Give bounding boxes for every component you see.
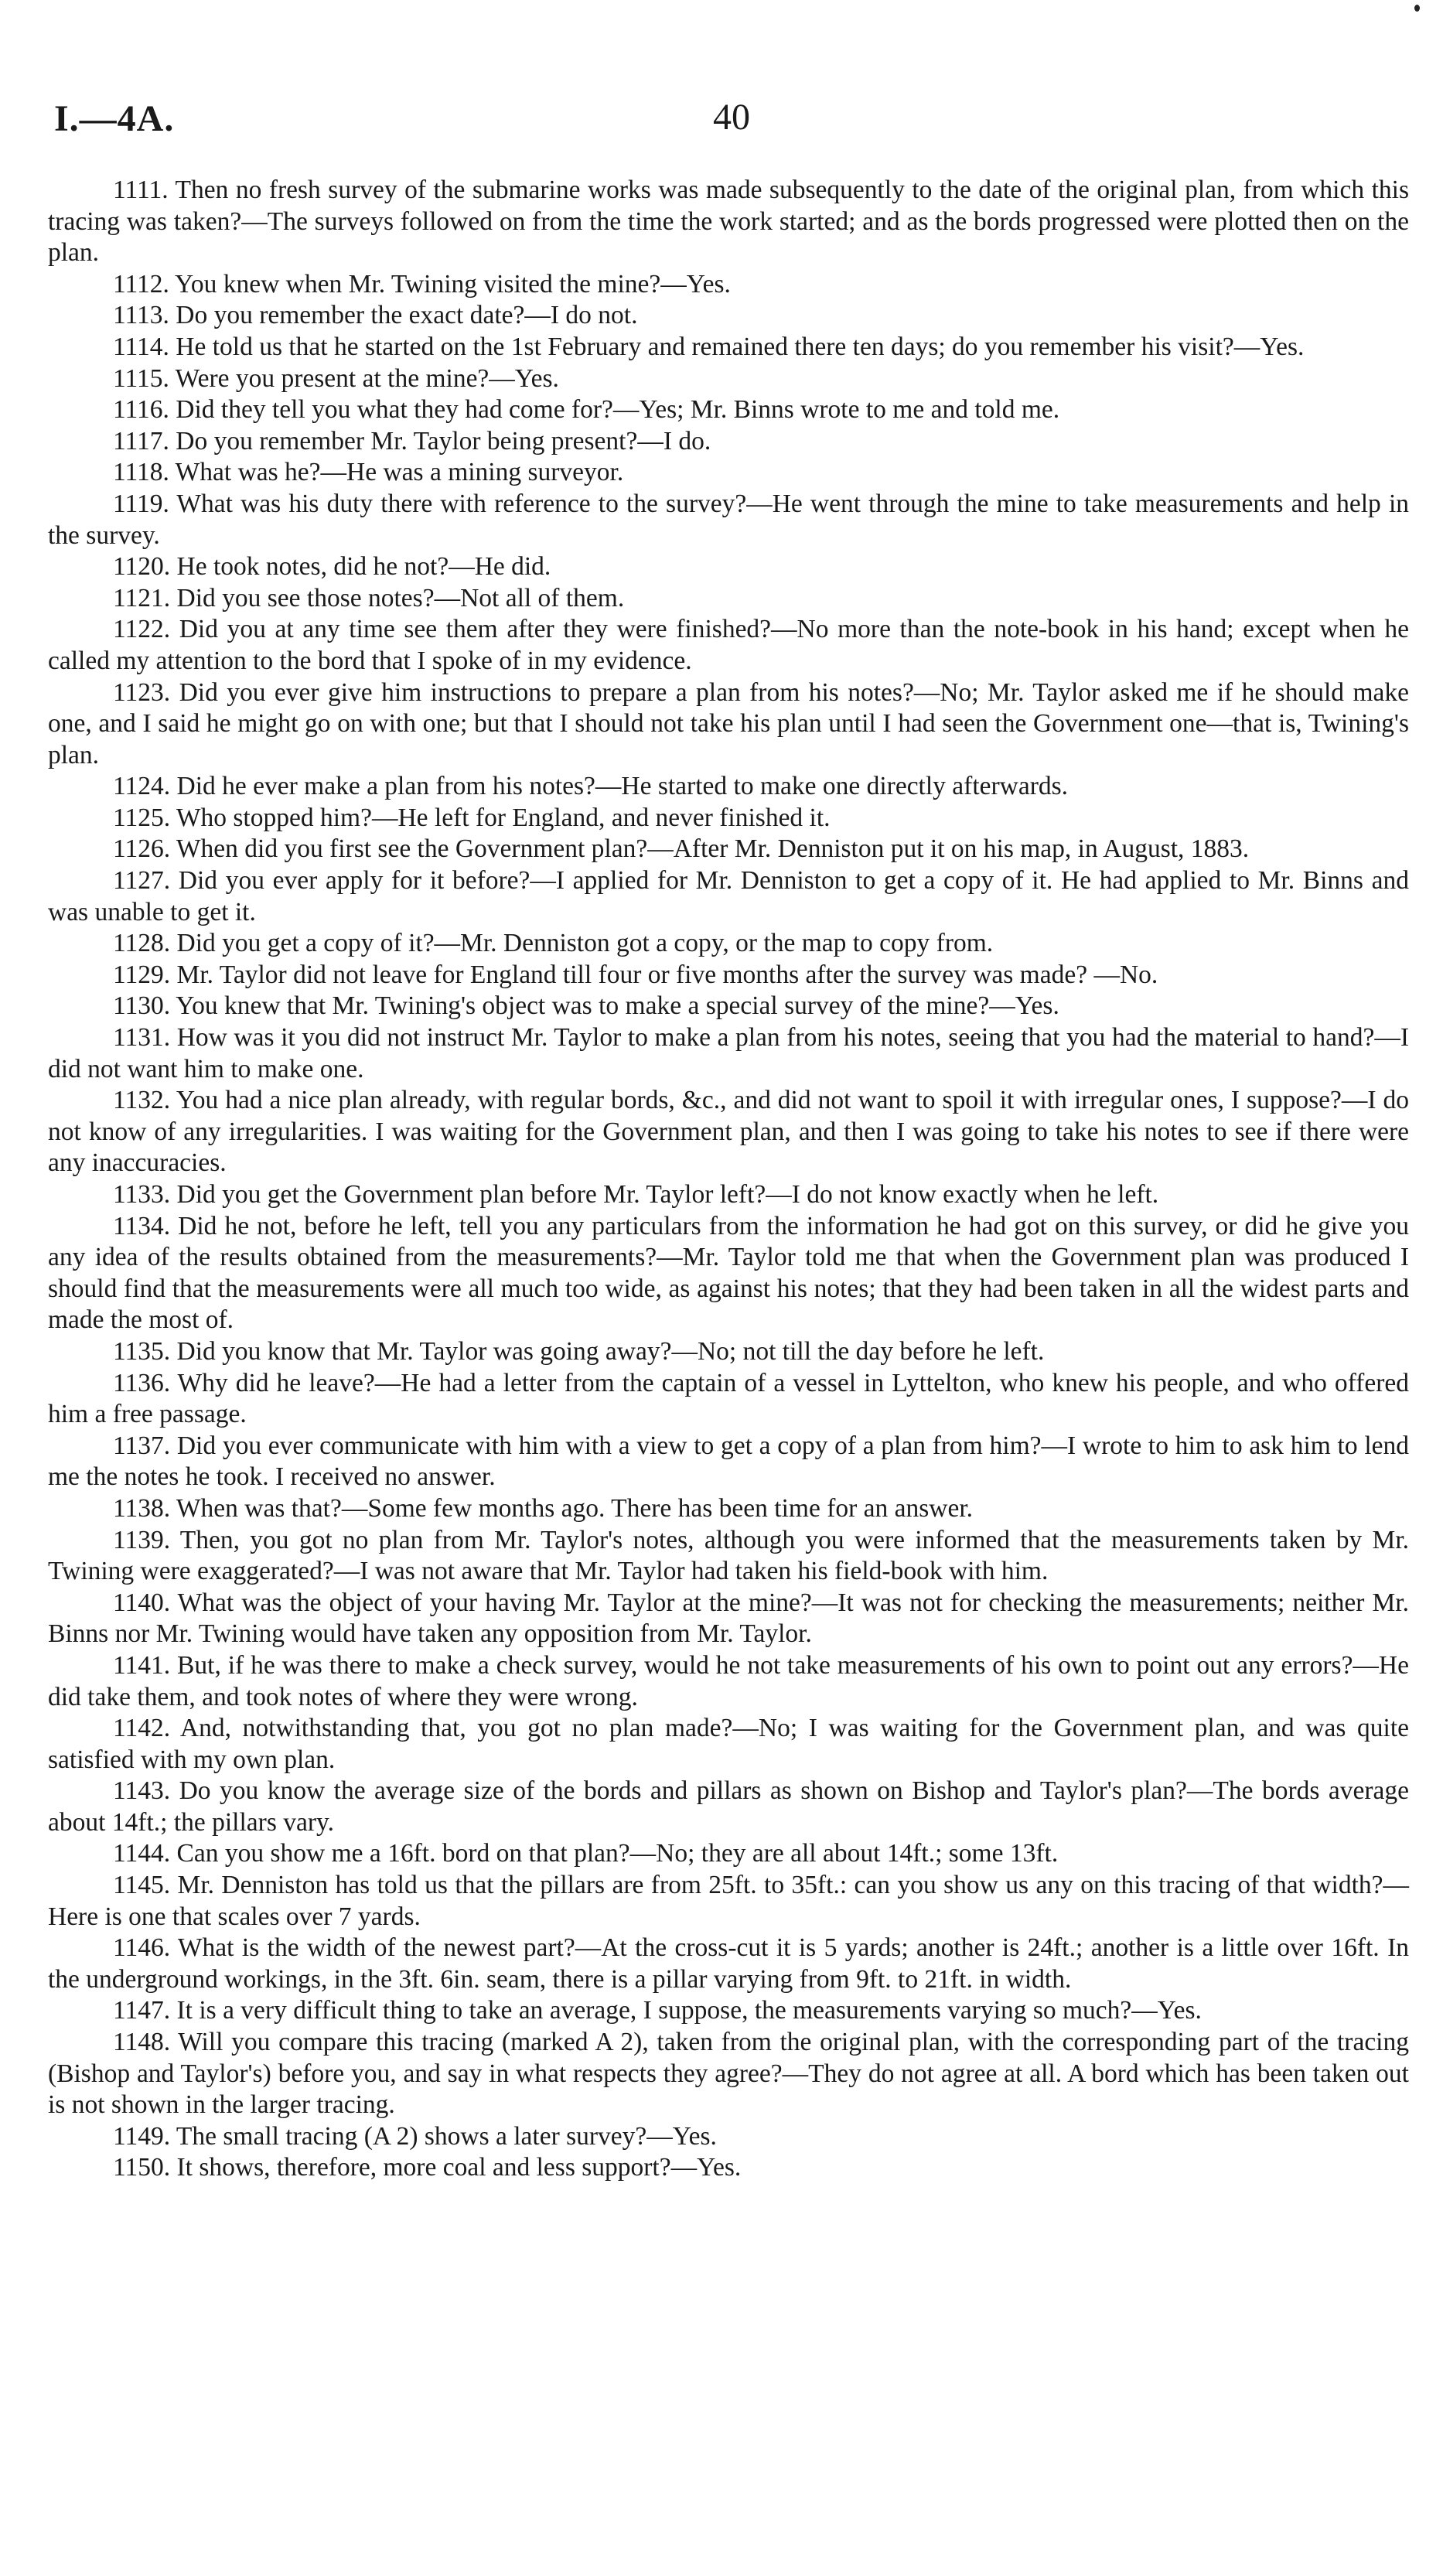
question-1118: 1118. What was he?—He was a mining surveyor. <box>113 458 624 487</box>
question-1121: 1121. Did you see those notes?—Not all of them. <box>113 583 625 612</box>
question-1136: 1136. Why did he leave?—He had a letter from the captain of a vessel in Lyttelton, who knew his people, and who offered him a free passage. <box>48 1368 1409 1429</box>
question-1139: 1139. Then, you got no plan from Mr. Taylor's notes, although you were informed that the measurements taken by Mr. Twining were exaggerated?—I was not aware that Mr. Taylor had taken his field-book with him. <box>48 1525 1409 1586</box>
question-1134: 1134. Did he not, before he left, tell you any particulars from the information he had got on this survey, or did he give you any idea of the results obtained from the measurements?—Mr. Taylor told me that when the Government plan was produced I should find that the measurements were all much too wide, as against his notes; that they had been taken in all the widest parts and made the most of. <box>48 1211 1409 1335</box>
question-1113: 1113. Do you remember the exact date?—I do not. <box>113 301 638 330</box>
question-1123: 1123. Did you ever give him instructions to prepare a plan from his notes?—No; Mr. Taylor asked me if he should make one, and I said he might go on with one; but that I should not take his plan until I had seen the Government one—that is, Twining's plan. <box>48 677 1409 769</box>
question-1116: 1116. Did they tell you what they had come for?—Yes; Mr. Binns wrote to me and told me. <box>113 395 1060 425</box>
question-1138: 1138. When was that?—Some few months ago. There has been time for an answer. <box>113 1493 974 1523</box>
question-1112: 1112. You knew when Mr. Twining visited the mine?—Yes. <box>113 269 731 299</box>
question-1129: 1129. Mr. Taylor did not leave for England till four or five months after the survey was made? —No. <box>113 960 1158 989</box>
question-1128: 1128. Did you get a copy of it?—Mr. Denniston got a copy, or the map to copy from. <box>113 929 994 958</box>
question-1131: 1131. How was it you did not instruct Mr. Taylor to make a plan from his notes, seeing that you had the material to hand?—I did not want him to make one. <box>48 1023 1409 1083</box>
question-1117: 1117. Do you remember Mr. Taylor being present?—I do. <box>113 426 711 455</box>
question-1130: 1130. You knew that Mr. Twining's object was to make a special survey of the mine?—Yes. <box>113 991 1059 1021</box>
question-1146: 1146. What is the width of the newest part?—At the cross-cut it is 5 yards; another is 24ft.; another is a little over 16ft. In the underground workings, in the 3ft. 6in. seam, there is a pillar varying from 9ft. to 21ft. in width. <box>48 1933 1409 1994</box>
question-1142: 1142. And, notwithstanding that, you got no plan made?—No; I was waiting for the Government plan, and was quite satisfied with my own plan. <box>48 1714 1409 1774</box>
question-1126: 1126. When did you first see the Government plan?—After Mr. Denniston put it on his map, in August, 1883. <box>113 834 1250 864</box>
question-1140: 1140. What was the object of your having Mr. Taylor at the mine?—It was not for checking the measurements; neither Mr. Binns nor Mr. Twining would have taken any opposition from Mr. Taylor. <box>48 1588 1409 1649</box>
question-1122: 1122. Did you at any time see them after they were finished?—No more than the note-book in his hand; except when he called my attention to the bord that I spoke of in my evidence. <box>48 615 1409 675</box>
question-1115: 1115. Were you present at the mine?—Yes. <box>113 363 559 393</box>
page-speck <box>1414 5 1420 12</box>
question-1120: 1120. He took notes, did he not?—He did. <box>113 552 551 582</box>
question-1124: 1124. Did he ever make a plan from his notes?—He started to make one directly afterwards. <box>113 772 1069 801</box>
question-1132: 1132. You had a nice plan already, with regular bords, &c., and did not want to spoil it with irregular ones, I suppose?—I do not know of any irregularities. I was waiting for the Government plan, and then I was going to take his notes to see if there were any inaccuracies. <box>48 1086 1409 1178</box>
question-1119: 1119. What was his duty there with reference to the survey?—He went through the mine to take measurements and help in the survey. <box>48 489 1409 550</box>
question-1125: 1125. Who stopped him?—He left for England, and never finished it. <box>113 803 831 832</box>
question-1148: 1148. Will you compare this tracing (marked A 2), taken from the original plan, with the corresponding part of the tracing (Bishop and Taylor's) before you, and say in what respects they agree?—They do not agree at all. A bord which has been taken out is not shown in the larger tracing. <box>48 2028 1409 2120</box>
document-reference: I.—4A. <box>54 98 175 139</box>
question-1145: 1145. Mr. Denniston has told us that the pillars are from 25ft. to 35ft.: can you show us any on this tracing of that width?—Here is one that scales over 7 yards. <box>48 1871 1409 1931</box>
evidence-body <box>48 175 1409 2184</box>
question-1149: 1149. The small tracing (A 2) shows a later survey?—Yes. <box>113 2121 717 2151</box>
document-page <box>48 0 1409 2576</box>
question-1137: 1137. Did you ever communicate with him with a view to get a copy of a plan from him?—I wrote to him to ask him to lend me the notes he took. I received no answer. <box>48 1431 1409 1492</box>
question-1144: 1144. Can you show me a 16ft. bord on that plan?—No; they are all about 14ft.; some 13ft. <box>113 1839 1059 1868</box>
question-1133: 1133. Did you get the Government plan before Mr. Taylor left?—I do not know exactly when he left. <box>113 1180 1159 1209</box>
question-1143: 1143. Do you know the average size of the bords and pillars as shown on Bishop and Taylor's plan?—The bords average about 14ft.; the pillars vary. <box>48 1776 1409 1837</box>
question-1127: 1127. Did you ever apply for it before?—I applied for Mr. Denniston to get a copy of it. He had applied to Mr. Binns and was unable to get it. <box>48 866 1409 926</box>
question-1114: 1114. He told us that he started on the 1st February and remained there ten days; do you remember his visit?—Yes. <box>113 332 1305 361</box>
question-1141: 1141. But, if he was there to make a check survey, would he not take measurements of his own to point out any errors?—He did take them, and took notes of where they were wrong. <box>48 1650 1409 1711</box>
page-header <box>48 0 1409 175</box>
page-number: 40 <box>713 97 750 138</box>
question-1135: 1135. Did you know that Mr. Taylor was going away?—No; not till the day before he left. <box>113 1336 1045 1366</box>
question-1111: 1111. Then no fresh survey of the submarine works was made subsequently to the date of the original plan, from which this tracing was taken?—The surveys followed on from the time the work started; and as the bords progressed were plotted then on the plan. <box>48 176 1409 268</box>
question-1150: 1150. It shows, therefore, more coal and less support?—Yes. <box>113 2153 742 2182</box>
question-1147: 1147. It is a very difficult thing to take an average, I suppose, the measurements varying so much?—Yes. <box>113 1996 1202 2025</box>
